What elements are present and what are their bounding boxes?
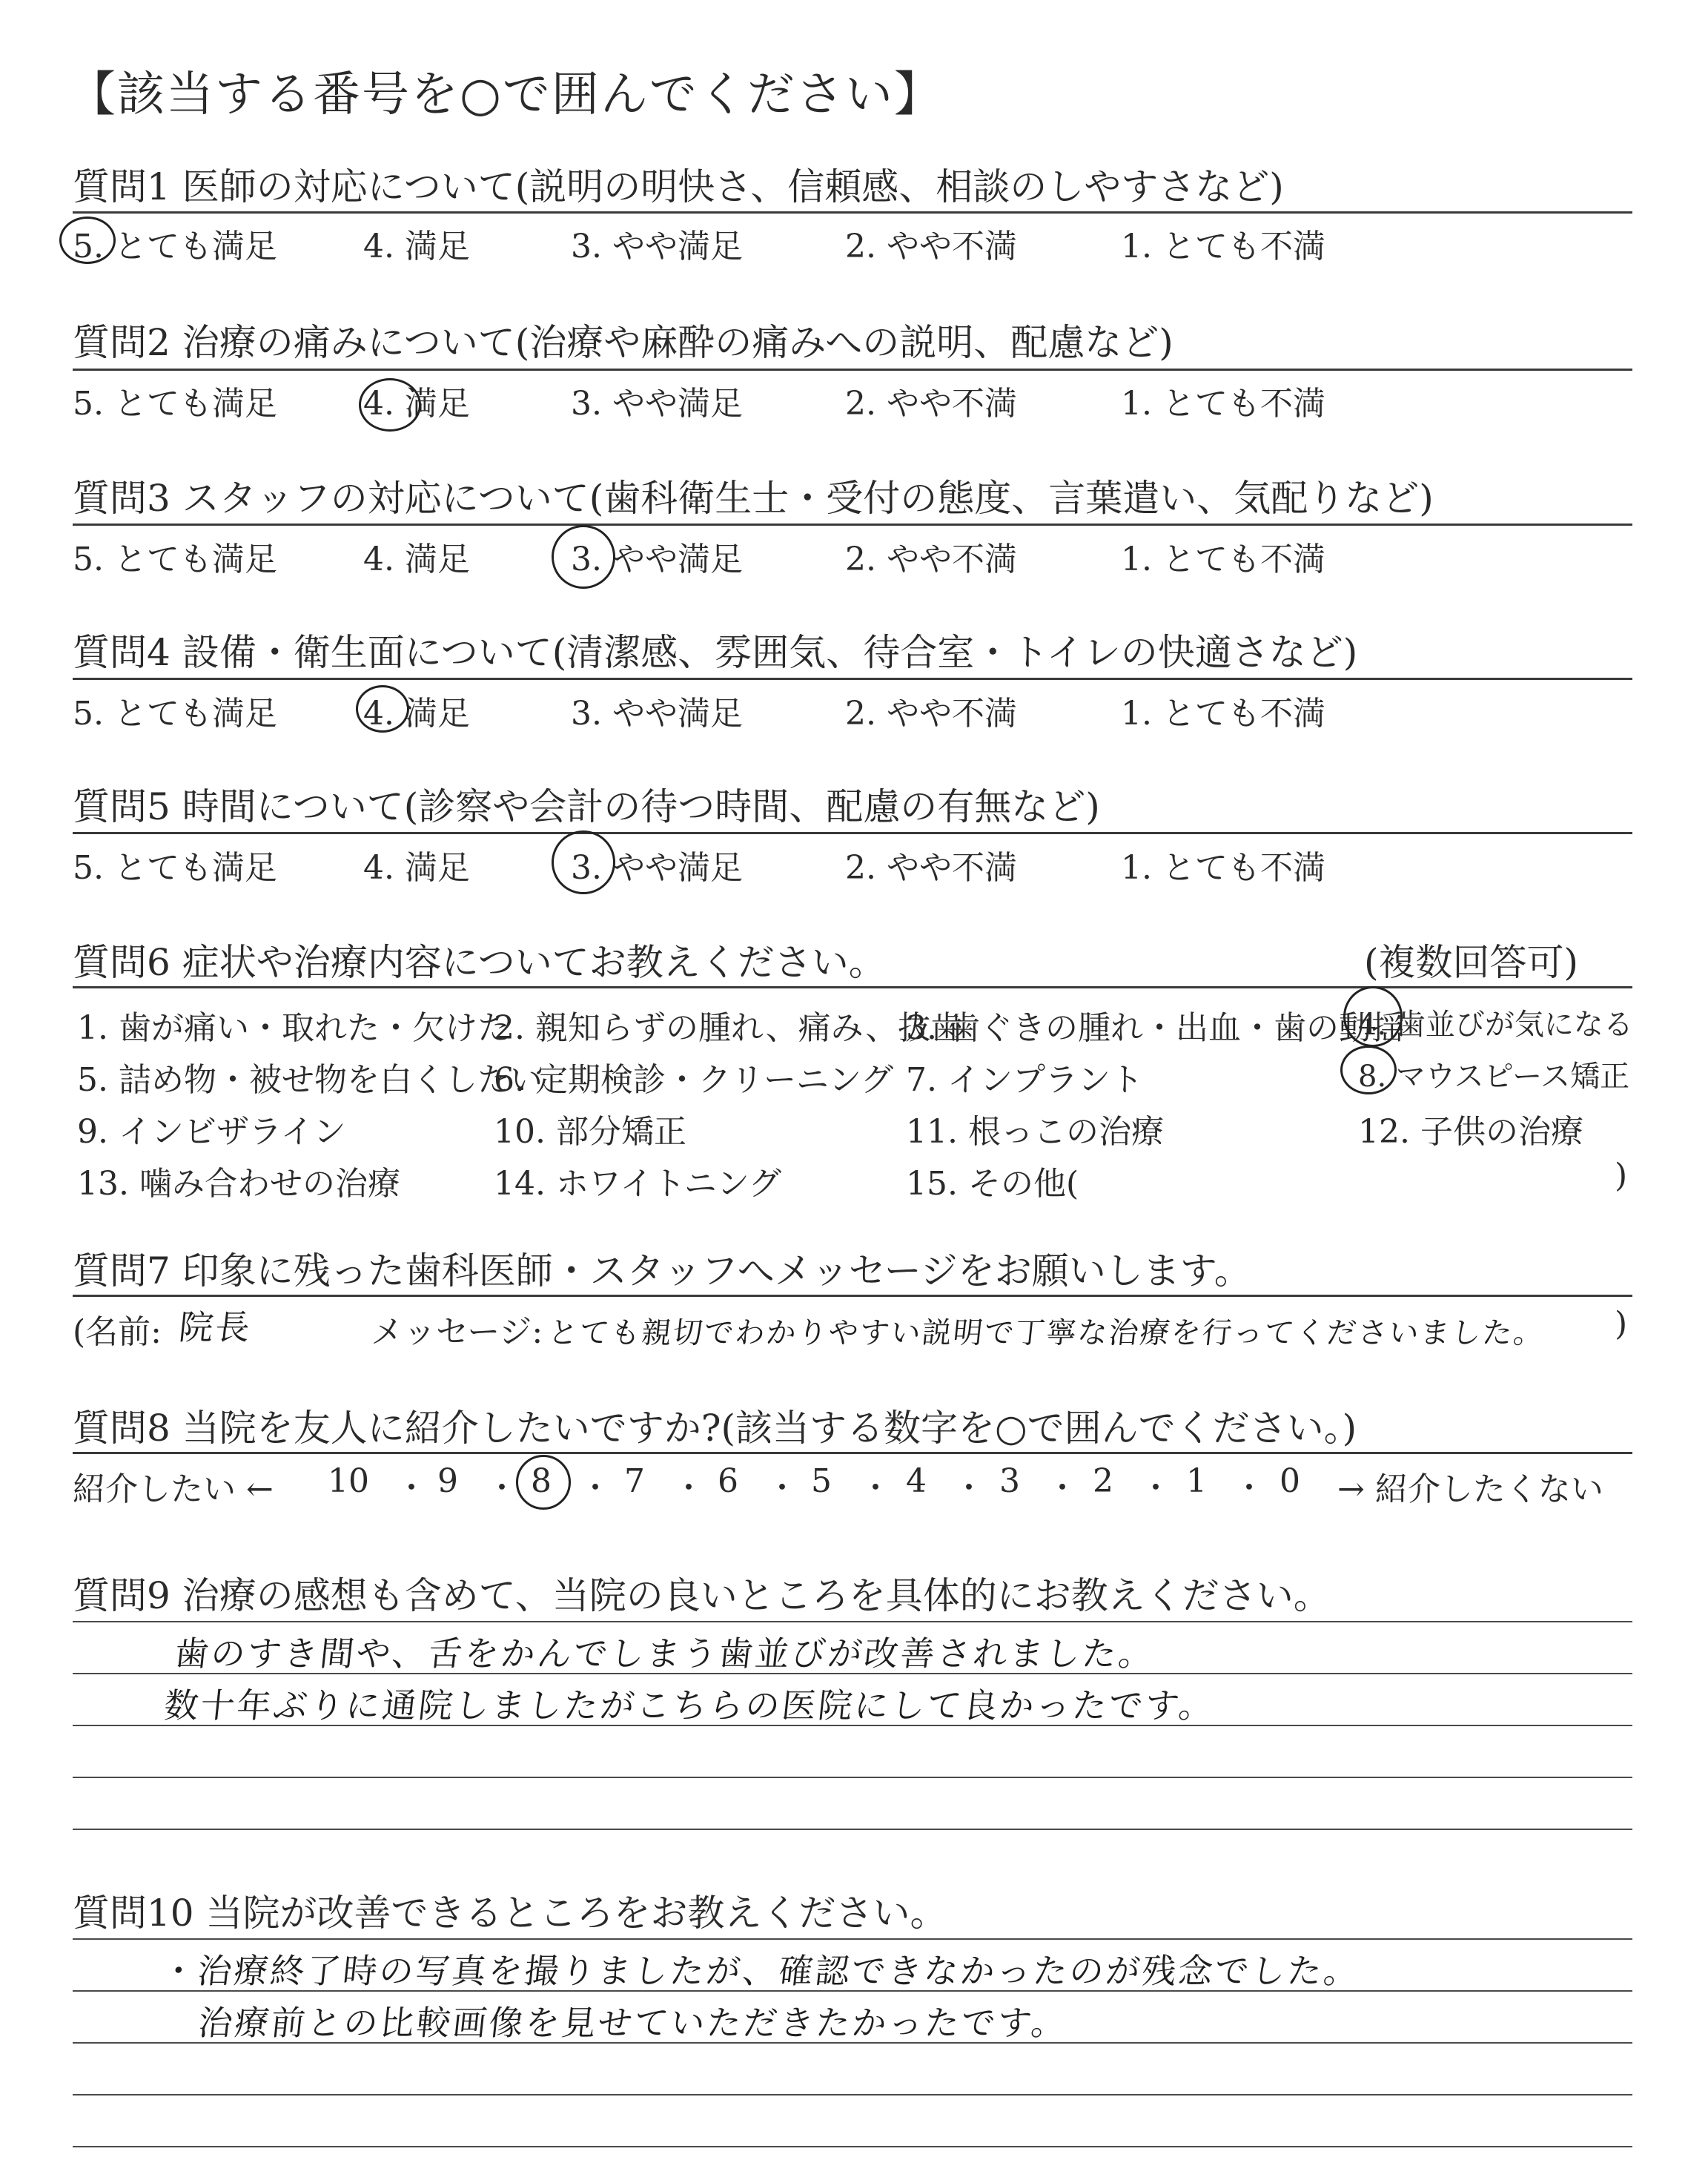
q3-selected-circle	[552, 525, 615, 589]
q1-option-2[interactable]: 2. やや不満	[845, 228, 1017, 265]
q4-option-3[interactable]: 3. やや満足	[571, 695, 743, 733]
q8-number-8[interactable]: 8	[531, 1462, 552, 1500]
question-7-rule	[73, 1295, 1632, 1297]
question-8-rule	[73, 1452, 1632, 1454]
q8-separator: ・	[580, 1470, 612, 1506]
q5-selected-circle	[552, 830, 615, 894]
q8-number-10[interactable]: 10	[328, 1462, 369, 1500]
q10-answer-line	[73, 1938, 1632, 1940]
q1-selected-circle	[59, 217, 116, 264]
q6-item-6[interactable]: 6. 定期検診・クリーニング	[494, 1061, 894, 1099]
q6-item-15-close: )	[1615, 1157, 1628, 1195]
q8-separator: ・	[1140, 1470, 1172, 1506]
q2-selected-circle	[359, 378, 421, 432]
question-8-label: 質問8 当院を友人に紹介したいですか?(該当する数字を○で囲んでください。)	[73, 1407, 1357, 1450]
q8-number-4[interactable]: 4	[906, 1462, 927, 1500]
q8-left-label: 紹介したい ←	[73, 1470, 274, 1508]
q6-item-11[interactable]: 11. 根っこの治療	[906, 1113, 1164, 1151]
q6-selected-circle-8	[1340, 1046, 1397, 1094]
q3-option-2[interactable]: 2. やや不満	[845, 541, 1017, 578]
question-5-rule	[73, 832, 1632, 834]
question-6-label: 質問6 症状や治療内容についてお教えください。	[73, 941, 886, 984]
question-3-label: 質問3 スタッフの対応について(歯科衛生士・受付の態度、言葉遣い、気配りなど)	[73, 477, 1434, 520]
q6-item-13[interactable]: 13. 噛み合わせの治療	[77, 1165, 400, 1203]
question-2-label: 質問2 治療の痛みについて(治療や麻酔の痛みへの説明、配慮など)	[73, 321, 1174, 364]
q8-selected-circle	[516, 1455, 571, 1510]
q4-option-4[interactable]: 4. 満足	[363, 695, 470, 733]
q2-option-3[interactable]: 3. やや満足	[571, 385, 743, 423]
q8-number-1[interactable]: 1	[1186, 1462, 1207, 1500]
q5-option-1[interactable]: 1. とても不満	[1121, 849, 1325, 887]
q3-option-5[interactable]: 5. とても満足	[73, 541, 277, 578]
q1-option-4[interactable]: 4. 満足	[363, 228, 470, 265]
q4-selected-circle	[356, 685, 409, 733]
q1-option-3[interactable]: 3. やや満足	[571, 228, 743, 265]
q6-item-10[interactable]: 10. 部分矯正	[494, 1113, 686, 1151]
q2-option-2[interactable]: 2. やや不満	[845, 385, 1017, 423]
q7-name-value[interactable]: 院長	[176, 1307, 254, 1347]
q6-item-2[interactable]: 2. 親知らずの腫れ、痛み、抜歯	[494, 1009, 964, 1047]
q8-number-9[interactable]: 9	[437, 1462, 458, 1500]
q2-option-4[interactable]: 4. 満足	[363, 385, 470, 423]
q2-option-5[interactable]: 5. とても満足	[73, 385, 277, 423]
q3-option-1[interactable]: 1. とても不満	[1121, 541, 1325, 578]
q7-name-label: (名前:	[73, 1313, 162, 1351]
q8-number-5[interactable]: 5	[811, 1462, 832, 1500]
question-7-label: 質問7 印象に残った歯科医師・スタッフへメッセージをお願いします。	[73, 1249, 1251, 1292]
q7-close-paren: )	[1615, 1305, 1628, 1343]
q8-number-0[interactable]: 0	[1280, 1462, 1300, 1500]
q8-number-7[interactable]: 7	[624, 1462, 645, 1500]
q1-option-5[interactable]: 5. とても満足	[73, 228, 277, 265]
q6-item-12[interactable]: 12. 子供の治療	[1358, 1113, 1583, 1151]
q6-item-4[interactable]: 4. 歯並びが気になる	[1358, 1008, 1633, 1042]
q7-message-label: メッセージ:	[371, 1313, 543, 1351]
page-title: 【該当する番号を○で囲んでください】	[68, 67, 943, 122]
q10-answer-line-1[interactable]: ・治療終了時の写真を撮りましたが、確認できなかったのが残念でした。	[159, 1951, 1363, 1991]
q6-item-8[interactable]: 8. マウスピース矯正	[1358, 1060, 1630, 1094]
q5-option-4[interactable]: 4. 満足	[363, 849, 470, 887]
q8-separator: ・	[953, 1470, 985, 1506]
q9-answer-line-1[interactable]: 歯のすき間や、舌をかんでしまう歯並びが改善されました。	[172, 1634, 1157, 1674]
question-3-rule	[73, 524, 1632, 526]
q6-item-3[interactable]: 3. 歯ぐきの腫れ・出血・歯の動揺	[906, 1009, 1404, 1047]
q6-selected-circle-4	[1343, 986, 1403, 1047]
q6-item-15[interactable]: 15. その他(	[906, 1165, 1079, 1203]
q7-message-value[interactable]: とても親切でわかりやすい説明で丁寧な治療を行ってくださいました。	[546, 1316, 1547, 1350]
q3-option-4[interactable]: 4. 満足	[363, 541, 470, 578]
q6-item-5[interactable]: 5. 詰め物・被せ物を白くしたい	[77, 1061, 543, 1099]
q3-option-3[interactable]: 3. やや満足	[571, 541, 743, 578]
q8-separator: ・	[1234, 1470, 1265, 1506]
question-4-rule	[73, 678, 1632, 680]
q6-item-1[interactable]: 1. 歯が痛い・取れた・欠けた	[77, 1009, 510, 1047]
q8-number-6[interactable]: 6	[718, 1462, 738, 1500]
question-1-rule	[73, 211, 1632, 214]
question-6-rule	[73, 986, 1632, 988]
q8-separator: ・	[673, 1470, 705, 1506]
q8-number-3[interactable]: 3	[999, 1462, 1020, 1500]
q5-option-2[interactable]: 2. やや不満	[845, 849, 1017, 887]
q8-separator: ・	[1047, 1470, 1079, 1506]
question-2-rule	[73, 369, 1632, 371]
question-5-label: 質問5 時間について(診察や会計の待つ時間、配慮の有無など)	[73, 785, 1100, 828]
question-10-label: 質問10 当院が改善できるところをお教えください。	[73, 1892, 947, 1935]
q4-option-5[interactable]: 5. とても満足	[73, 695, 277, 733]
q9-answer-line	[73, 1621, 1632, 1622]
q9-answer-line-2[interactable]: 数十年ぶりに通院しましたがこちらの医院にして良かったです。	[162, 1685, 1217, 1725]
question-1-label: 質問1 医師の対応について(説明の明快さ、信頼感、相談のしやすさなど)	[73, 165, 1284, 208]
q6-item-14[interactable]: 14. ホワイトニング	[494, 1165, 782, 1203]
q9-answer-line	[73, 1777, 1632, 1778]
q10-answer-line	[73, 2094, 1632, 2095]
question-4-label: 質問4 設備・衛生面について(清潔感、雰囲気、待合室・トイレの快適さなど)	[73, 631, 1358, 674]
q4-option-1[interactable]: 1. とても不満	[1121, 695, 1325, 733]
question-6-note: (複数回答可)	[1364, 941, 1579, 984]
q6-item-7[interactable]: 7. インプラント	[906, 1061, 1143, 1099]
question-9-label: 質問9 治療の感想も含めて、当院の良いところを具体的にお教えください。	[73, 1574, 1331, 1617]
q5-option-5[interactable]: 5. とても満足	[73, 849, 277, 887]
q5-option-3[interactable]: 3. やや満足	[571, 849, 743, 887]
q8-separator: ・	[767, 1470, 798, 1506]
q1-option-1[interactable]: 1. とても不満	[1121, 228, 1325, 265]
q8-right-label: → 紹介したくない	[1337, 1470, 1603, 1508]
q10-answer-line	[73, 2146, 1632, 2147]
q10-answer-line-2[interactable]: 治療前との比較画像を見せていただきたかったです。	[196, 2003, 1070, 2043]
q6-item-9[interactable]: 9. インビザライン	[77, 1113, 346, 1151]
q4-option-2[interactable]: 2. やや不満	[845, 695, 1017, 733]
q8-separator: ・	[860, 1470, 892, 1506]
q8-separator: ・	[396, 1470, 428, 1506]
q8-separator: ・	[486, 1470, 518, 1506]
q8-number-2[interactable]: 2	[1093, 1462, 1113, 1500]
q9-answer-line	[73, 1829, 1632, 1830]
q2-option-1[interactable]: 1. とても不満	[1121, 385, 1325, 423]
